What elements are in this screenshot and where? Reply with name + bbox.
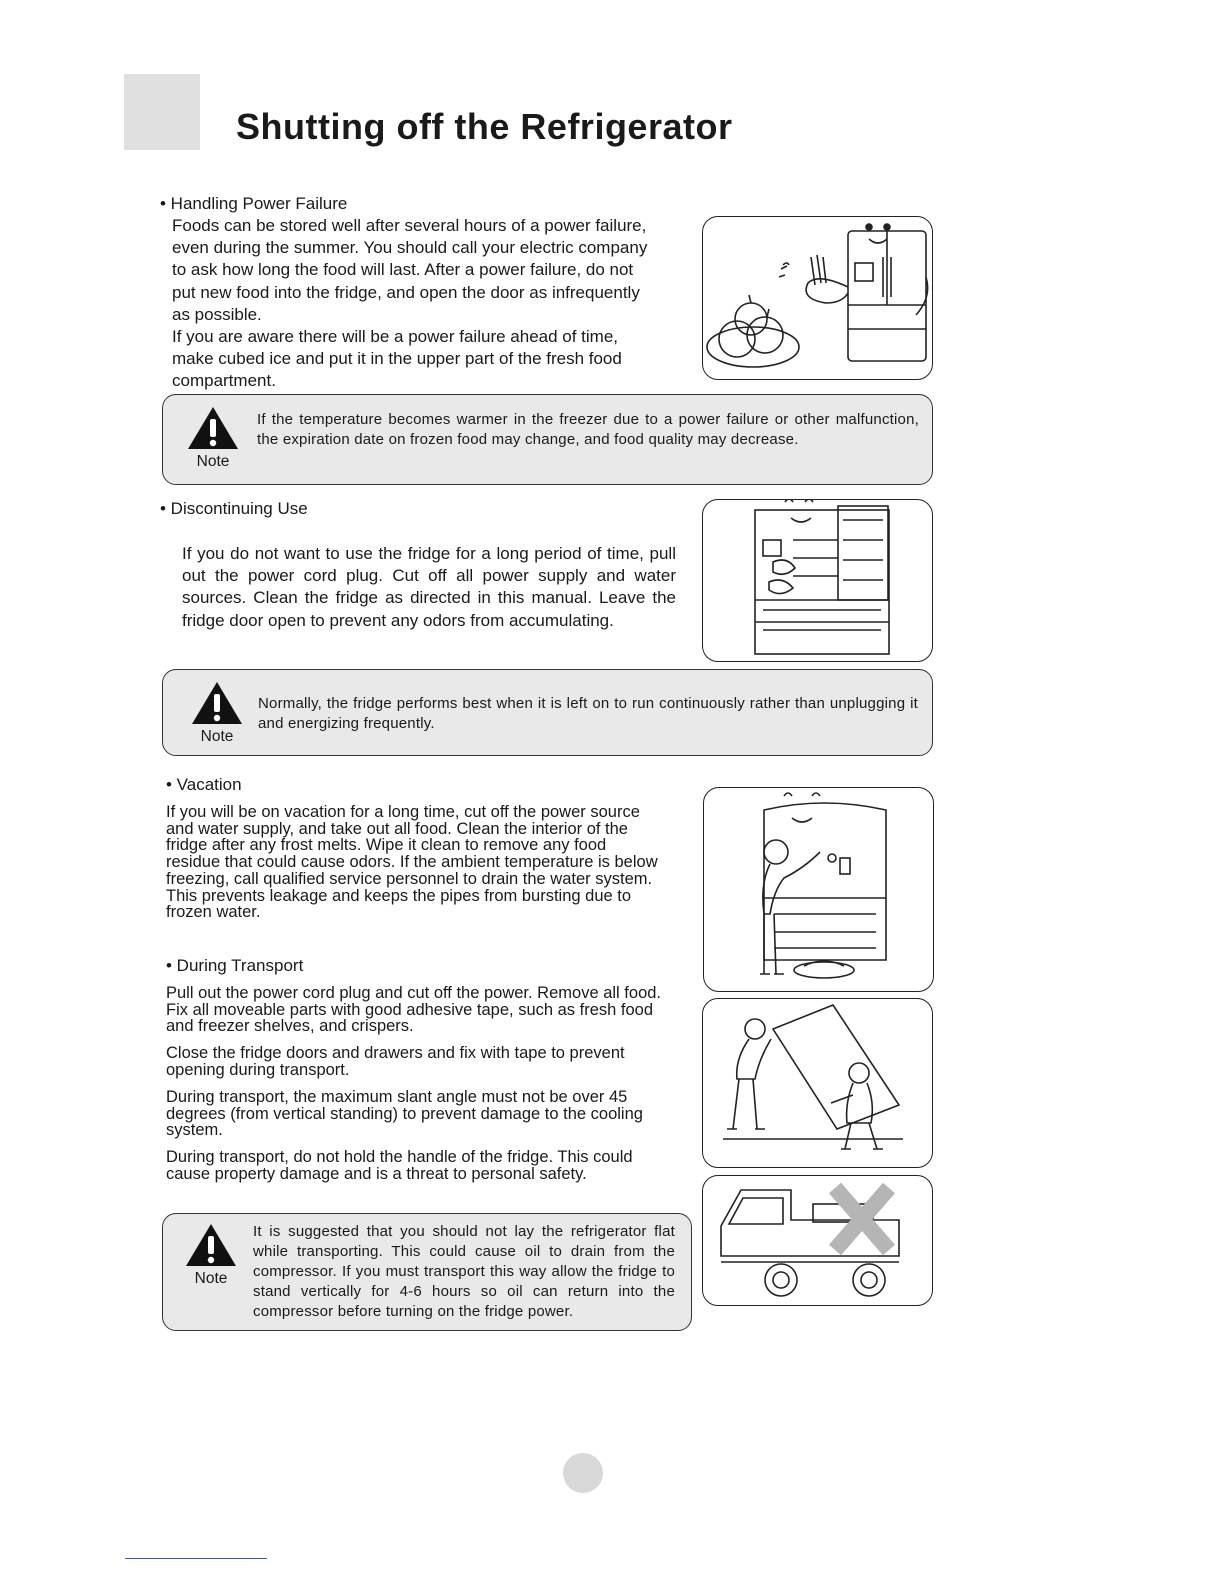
- chapter-tab-block: [124, 74, 200, 150]
- note-icon-group: [183, 405, 243, 471]
- footer-rule: [125, 1558, 267, 1559]
- discontinuing-body: If you do not want to use the fridge for a long period of time, pull out the power cord plug. Cut off all power supply and water sources. Clean the fridge as directed in this manual. Leave the fridge door open to prevent any odors from accumulating.: [182, 544, 676, 630]
- fridge-open-illustration: [702, 499, 933, 662]
- note-box-transport: [162, 1213, 692, 1331]
- fridge-apples-illustration: [702, 216, 933, 380]
- note-text-discontinuing: Normally, the fridge performs best when it is left on to run continuously rather than unplugging it and energizing frequently.: [258, 695, 918, 732]
- section-heading-power-failure: • Handling Power Failure: [160, 194, 348, 213]
- section-heading-discontinuing: • Discontinuing Use: [160, 499, 308, 518]
- page-number-marker: [563, 1453, 603, 1493]
- note-box-discontinuing: [162, 669, 933, 756]
- note-label: Note: [196, 453, 230, 470]
- power-failure-line: put new food into the fridge, and open the door as infrequently: [172, 282, 640, 302]
- transport-paragraph-1: Pull out the power cord plug and cut off the power. Remove all food. Fix all moveable parts with good adhesive tape, such as fresh food and freezer shelves, and crispers.: [166, 984, 661, 1036]
- note-icon-group: [181, 1222, 241, 1288]
- note-label: Note: [200, 728, 234, 745]
- page-title: Shutting off the Refrigerator: [236, 106, 733, 147]
- power-failure-line: as possible.: [172, 304, 262, 324]
- section-heading-transport: • During Transport: [166, 956, 304, 975]
- vacation-body: If you will be on vacation for a long time, cut off the power source and water supply, and take out all food. Clean the interior of the fridge after any frost melts. Wipe it clean to remove any food residue that could cause odors. If the ambient temperature is below freezing, call qualified service personnel to drain the water system. This prevents leakage and keeps the pipes from bursting due to frozen water.: [166, 803, 658, 922]
- fridge-vacation-illustration: [703, 787, 934, 992]
- note-text-power-failure: If the temperature becomes warmer in the freezer due to a power failure or other malfunction, the expiration date on frozen food may change, and food quality may decrease.: [257, 411, 919, 448]
- transport-paragraph-2: Close the fridge doors and drawers and fix with tape to prevent opening during transport.: [166, 1044, 625, 1079]
- power-failure-line: make cubed ice and put it in the upper part of the fresh food: [172, 349, 622, 369]
- power-failure-line: to ask how long the food will last. After a power failure, do not: [172, 260, 634, 280]
- warning-triangle-icon: [186, 405, 240, 451]
- note-icon-group: [187, 680, 247, 746]
- note-box-power-failure: [162, 394, 933, 485]
- warning-triangle-icon: [184, 1222, 238, 1268]
- power-failure-line: even during the summer. You should call your electric company: [172, 238, 648, 258]
- power-failure-line: Foods can be stored well after several hours of a power failure,: [172, 216, 647, 235]
- power-failure-line: compartment.: [172, 371, 276, 391]
- power-failure-body: [172, 215, 702, 393]
- note-label: Note: [194, 1270, 228, 1287]
- transport-paragraph-4: During transport, do not hold the handle of the fridge. This could cause property damage and is a threat to personal safety.: [166, 1148, 633, 1183]
- fridge-movers-illustration: [702, 998, 933, 1168]
- transport-paragraph-3: During transport, the maximum slant angle must not be over 45 degrees (from vertical standing) to prevent damage to the cooling system.: [166, 1088, 643, 1140]
- truck-prohibited-illustration: [702, 1175, 933, 1306]
- warning-triangle-icon: [190, 680, 244, 726]
- section-heading-vacation: • Vacation: [166, 775, 242, 794]
- power-failure-line: If you are aware there will be a power failure ahead of time,: [172, 327, 619, 347]
- note-text-transport: It is suggested that you should not lay the refrigerator flat while transporting. This could cause oil to drain from the compressor. If you must transport this way allow the fridge to stand vertically for 4-6 hours so oil can return into the compressor before turning on the fridge power.: [253, 1223, 675, 1320]
